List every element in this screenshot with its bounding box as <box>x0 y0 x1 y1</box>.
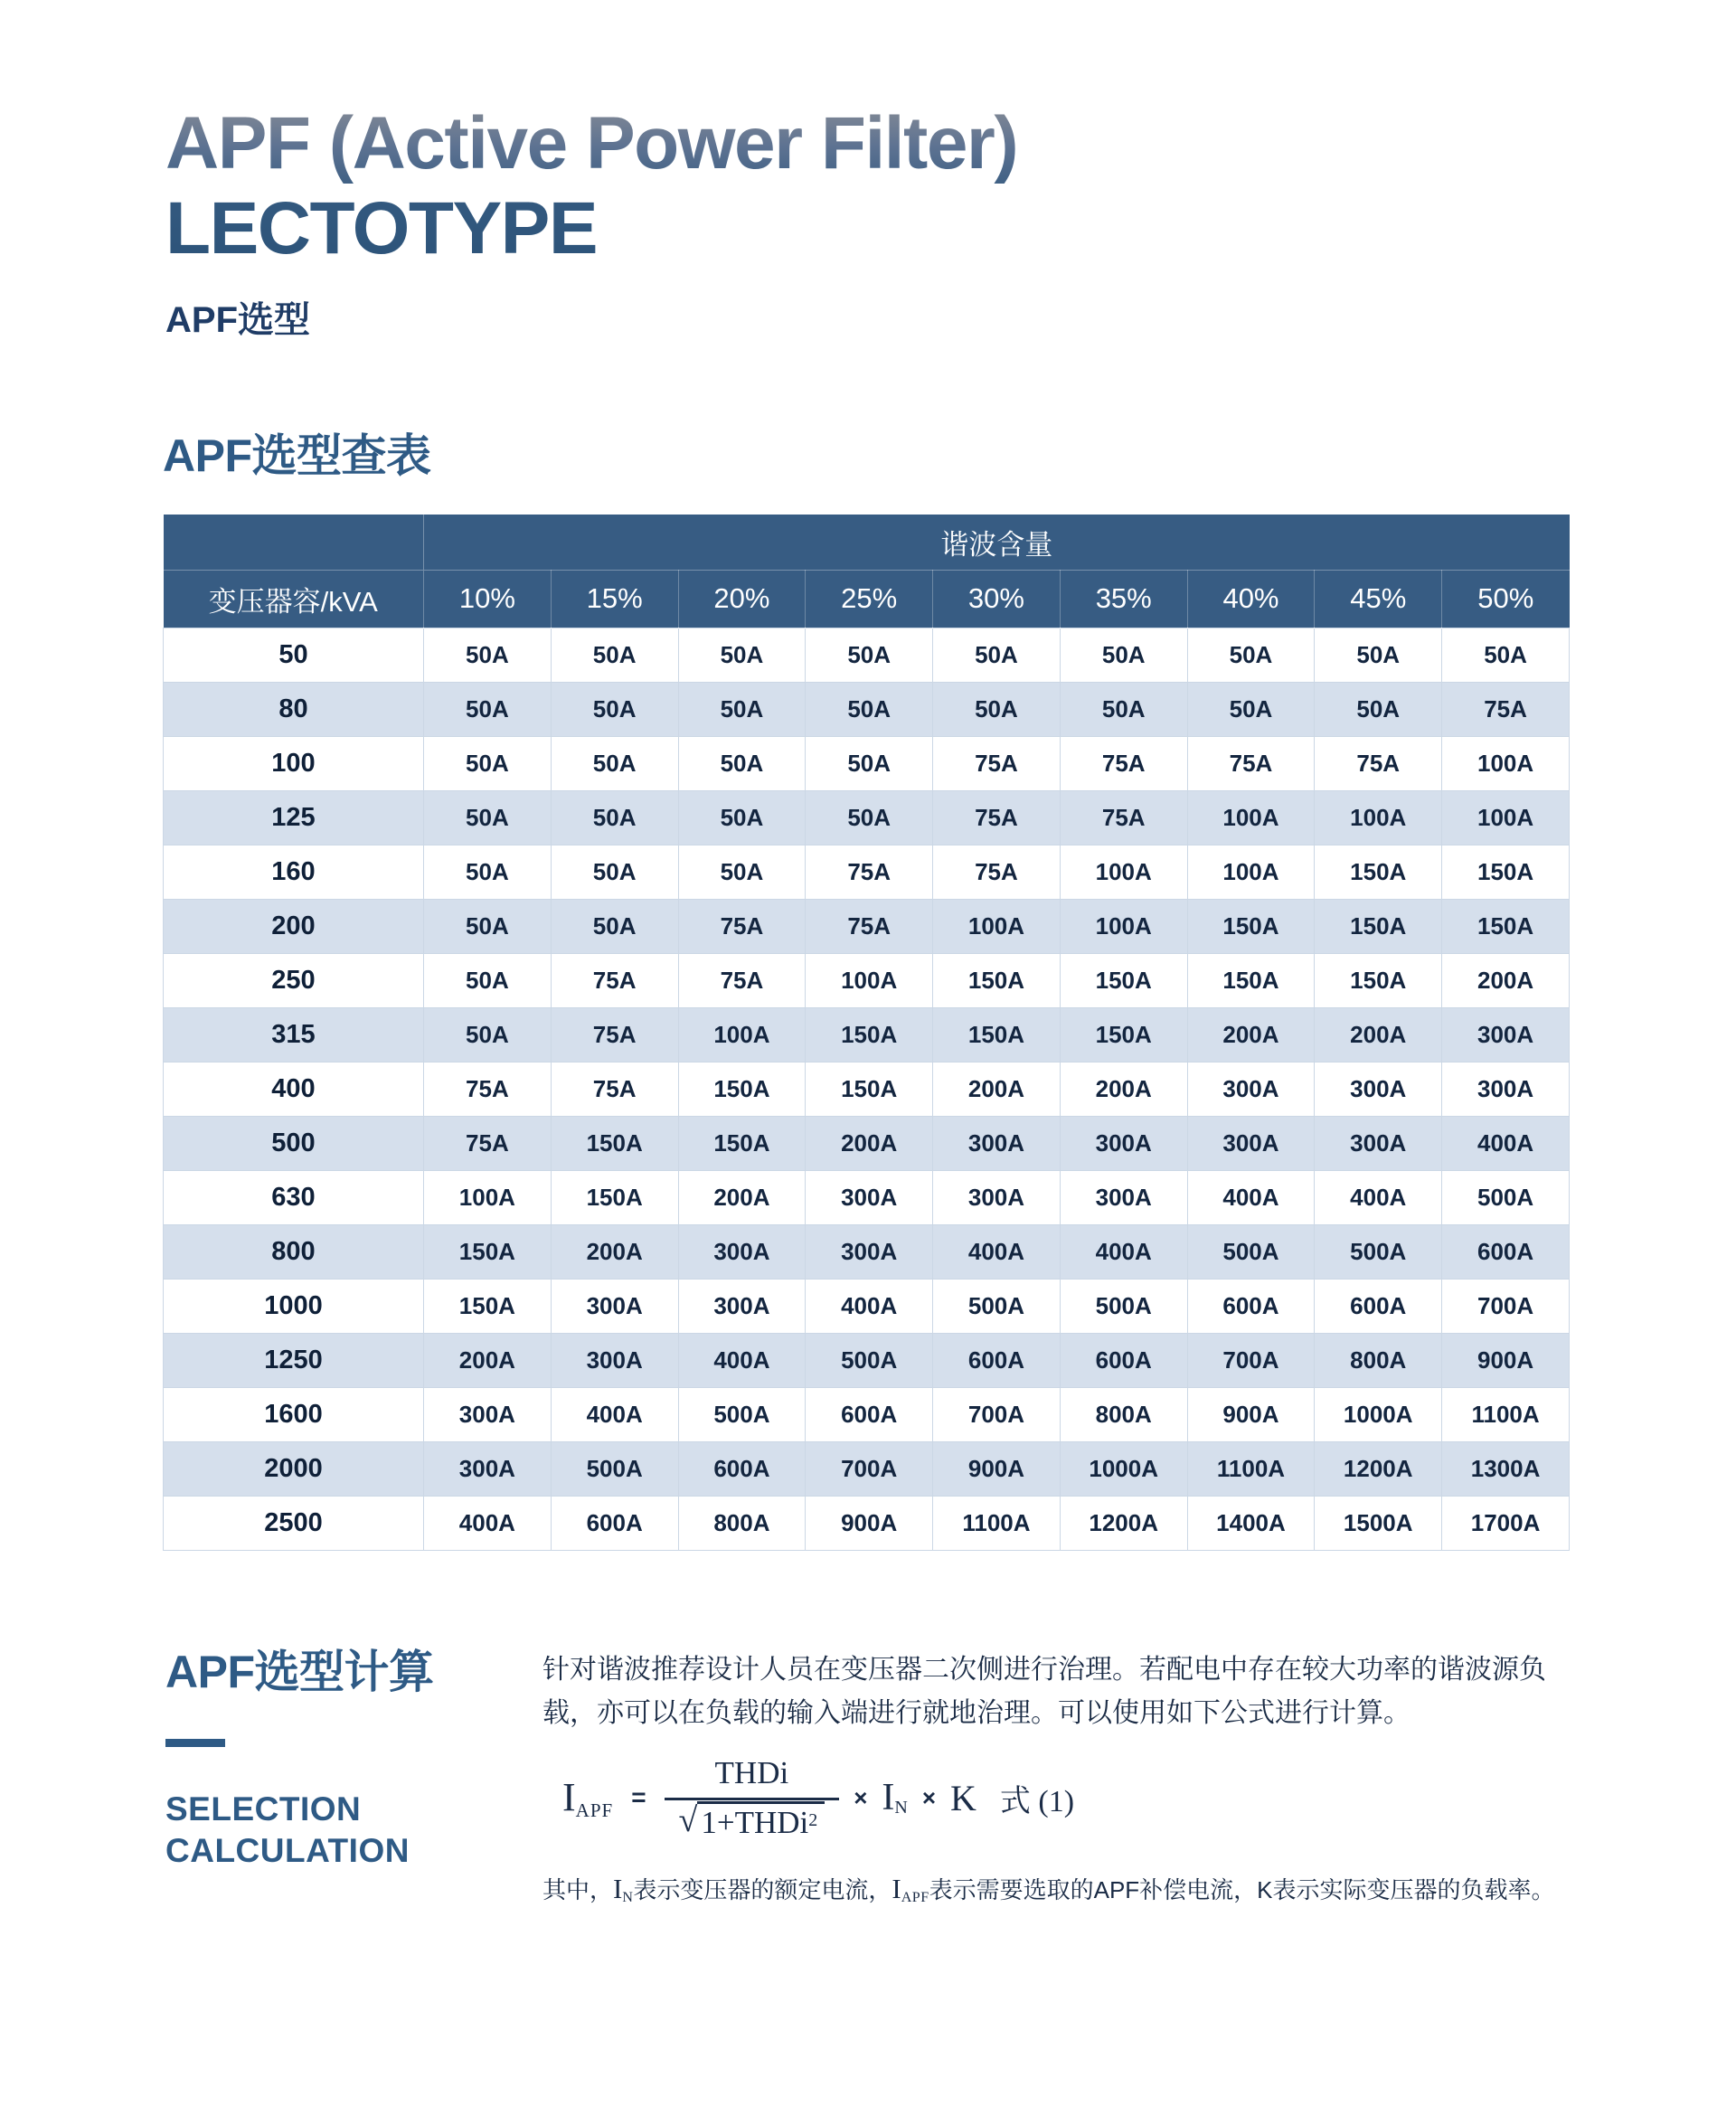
col-header-30%: 30% <box>933 570 1061 628</box>
value-cell: 300A <box>424 1387 552 1441</box>
value-cell: 75A <box>551 953 678 1007</box>
capacity-cell: 200 <box>164 899 424 953</box>
table-row <box>164 1116 1570 1170</box>
value-cell: 1100A <box>933 1496 1061 1550</box>
value-cell: 400A <box>1060 1224 1187 1279</box>
value-cell: 300A <box>424 1441 552 1496</box>
value-cell: 50A <box>806 682 933 736</box>
value-cell: 100A <box>424 1170 552 1224</box>
value-cell: 75A <box>933 845 1061 899</box>
value-cell: 700A <box>1187 1333 1315 1387</box>
value-cell: 1200A <box>1315 1441 1442 1496</box>
value-cell: 150A <box>678 1116 806 1170</box>
col-header-50%: 50% <box>1442 570 1570 628</box>
value-cell: 1000A <box>1315 1387 1442 1441</box>
col-header-20%: 20% <box>678 570 806 628</box>
capacity-cell: 500 <box>164 1116 424 1170</box>
value-cell: 300A <box>1060 1170 1187 1224</box>
column-header-row <box>164 570 1570 628</box>
value-cell: 75A <box>678 953 806 1007</box>
capacity-cell: 1250 <box>164 1333 424 1387</box>
value-cell: 75A <box>424 1062 552 1116</box>
value-cell: 150A <box>1060 1007 1187 1062</box>
value-cell: 50A <box>551 845 678 899</box>
value-cell: 150A <box>1060 953 1187 1007</box>
value-cell: 50A <box>424 1007 552 1062</box>
value-cell: 100A <box>1442 790 1570 845</box>
value-cell: 900A <box>1442 1333 1570 1387</box>
value-cell: 600A <box>933 1333 1061 1387</box>
value-cell: 500A <box>1060 1279 1187 1333</box>
value-cell: 50A <box>1442 628 1570 682</box>
page-title-line2: LECTOTYPE <box>165 187 598 269</box>
table-row <box>164 682 1570 736</box>
value-cell: 150A <box>1315 953 1442 1007</box>
capacity-cell: 630 <box>164 1170 424 1224</box>
capacity-cell: 2000 <box>164 1441 424 1496</box>
value-cell: 50A <box>678 628 806 682</box>
formula-lhs-subscript: APF <box>575 1799 614 1821</box>
value-cell: 150A <box>424 1224 552 1279</box>
fraction-denominator <box>678 1801 825 1841</box>
value-cell: 100A <box>933 899 1061 953</box>
value-cell: 75A <box>551 1062 678 1116</box>
table-row <box>164 1441 1570 1496</box>
table-header <box>164 515 1570 628</box>
value-cell: 200A <box>1060 1062 1187 1116</box>
value-cell: 50A <box>933 682 1061 736</box>
value-cell: 400A <box>933 1224 1061 1279</box>
capacity-cell: 315 <box>164 1007 424 1062</box>
calc-section-heading: APF选型计算 <box>165 1646 434 1697</box>
col-header-40%: 40% <box>1187 570 1315 628</box>
table-row <box>164 1007 1570 1062</box>
value-cell: 150A <box>933 1007 1061 1062</box>
value-cell: 100A <box>1187 790 1315 845</box>
value-cell: 150A <box>1187 953 1315 1007</box>
radical-sign: √ <box>678 1800 698 1839</box>
calc-en-line2: CALCULATION <box>165 1831 410 1869</box>
value-cell: 1400A <box>1187 1496 1315 1550</box>
value-cell: 300A <box>1442 1007 1570 1062</box>
value-cell: 50A <box>678 682 806 736</box>
value-cell: 900A <box>933 1441 1061 1496</box>
table-row <box>164 1333 1570 1387</box>
value-cell: 700A <box>933 1387 1061 1441</box>
formula-fraction <box>665 1755 840 1841</box>
table-body <box>164 628 1570 1550</box>
group-header-row <box>164 515 1570 570</box>
apf-selection-table <box>163 515 1570 1551</box>
value-cell: 50A <box>424 790 552 845</box>
value-cell: 50A <box>551 736 678 790</box>
value-cell: 50A <box>551 790 678 845</box>
value-cell: 500A <box>806 1333 933 1387</box>
value-cell: 50A <box>806 790 933 845</box>
value-cell: 1100A <box>1187 1441 1315 1496</box>
formula-note: 其中，$I_N$表示变压器的额定电流，$I_{APF}$表示需要选取的APF补偿电流，K表示实际变压器的负载率。 <box>542 1872 1555 1905</box>
value-cell: 600A <box>678 1441 806 1496</box>
value-cell: 50A <box>1187 628 1315 682</box>
capacity-cell: 125 <box>164 790 424 845</box>
value-cell: 1500A <box>1315 1496 1442 1550</box>
value-cell: 75A <box>806 899 933 953</box>
equation-label: 式 (1) <box>999 1784 1075 1818</box>
value-cell: 400A <box>551 1387 678 1441</box>
value-cell: 300A <box>806 1170 933 1224</box>
value-cell: 300A <box>1442 1062 1570 1116</box>
divider-dash <box>165 1739 225 1747</box>
value-cell: 100A <box>1187 845 1315 899</box>
table-row <box>164 790 1570 845</box>
col-header-45%: 45% <box>1315 570 1442 628</box>
value-cell: 50A <box>424 682 552 736</box>
value-cell: 100A <box>1060 899 1187 953</box>
calc-section-heading-en <box>165 1789 542 1872</box>
value-cell: 600A <box>551 1496 678 1550</box>
value-cell: 500A <box>678 1387 806 1441</box>
capacity-cell: 1000 <box>164 1279 424 1333</box>
value-cell: 400A <box>678 1333 806 1387</box>
formula-in-subscript: N <box>894 1798 908 1818</box>
value-cell: 150A <box>1442 899 1570 953</box>
value-cell: 500A <box>933 1279 1061 1333</box>
value-cell: 50A <box>424 899 552 953</box>
value-cell: 50A <box>933 628 1061 682</box>
value-cell: 1300A <box>1442 1441 1570 1496</box>
value-cell: 1700A <box>1442 1496 1570 1550</box>
value-cell: 500A <box>1315 1224 1442 1279</box>
value-cell: 1200A <box>1060 1496 1187 1550</box>
table-row <box>164 899 1570 953</box>
capacity-cell: 2500 <box>164 1496 424 1550</box>
value-cell: 400A <box>1187 1170 1315 1224</box>
value-cell: 100A <box>1060 845 1187 899</box>
value-cell: 75A <box>551 1007 678 1062</box>
value-cell: 600A <box>1187 1279 1315 1333</box>
value-cell: 150A <box>551 1170 678 1224</box>
value-cell: 75A <box>1060 790 1187 845</box>
capacity-cell: 400 <box>164 1062 424 1116</box>
value-cell: 50A <box>551 628 678 682</box>
value-cell: 75A <box>1315 736 1442 790</box>
value-cell: 700A <box>1442 1279 1570 1333</box>
value-cell: 300A <box>1315 1062 1442 1116</box>
value-cell: 300A <box>933 1170 1061 1224</box>
value-cell: 400A <box>1442 1116 1570 1170</box>
table-row <box>164 953 1570 1007</box>
value-cell: 600A <box>1060 1333 1187 1387</box>
transformer-capacity-header: 变压器容/kVA <box>164 570 424 628</box>
value-cell: 600A <box>1315 1279 1442 1333</box>
value-cell: 50A <box>1315 682 1442 736</box>
lookup-table-section <box>163 430 1736 1551</box>
lookup-section-heading: APF选型查表 <box>163 430 431 481</box>
value-cell: 150A <box>806 1007 933 1062</box>
calculation-content <box>542 1647 1584 1930</box>
value-cell: 300A <box>1060 1116 1187 1170</box>
value-cell: 800A <box>1315 1333 1442 1387</box>
value-cell: 50A <box>424 953 552 1007</box>
value-cell: 50A <box>1060 628 1187 682</box>
value-cell: 50A <box>551 682 678 736</box>
table-row <box>164 1279 1570 1333</box>
value-cell: 100A <box>1315 790 1442 845</box>
value-cell: 150A <box>1315 845 1442 899</box>
equals-sign: = <box>631 1783 646 1812</box>
apf-formula <box>562 1755 1584 1841</box>
page-subtitle: APF选型 <box>165 300 310 340</box>
calculation-section-titles <box>165 1647 542 1930</box>
value-cell: 75A <box>806 845 933 899</box>
value-cell: 500A <box>551 1441 678 1496</box>
value-cell: 300A <box>678 1279 806 1333</box>
calc-paragraph: 针对谐波推荐设计人员在变压器二次侧进行治理。若配电中存在较大功率的谐波源负载，亦可以在负载的输入端进行就地治理。可以使用如下公式进行计算。 <box>542 1654 1546 1728</box>
value-cell: 300A <box>551 1279 678 1333</box>
value-cell: 100A <box>678 1007 806 1062</box>
value-cell: 50A <box>1187 682 1315 736</box>
document-header <box>0 0 1736 343</box>
value-cell: 200A <box>424 1333 552 1387</box>
value-cell: 200A <box>551 1224 678 1279</box>
value-cell: 50A <box>678 736 806 790</box>
value-cell: 300A <box>806 1224 933 1279</box>
capacity-cell: 1600 <box>164 1387 424 1441</box>
harmonic-content-group-header: 谐波含量 <box>424 515 1570 570</box>
value-cell: 150A <box>551 1116 678 1170</box>
value-cell: 400A <box>1315 1170 1442 1224</box>
value-cell: 600A <box>1442 1224 1570 1279</box>
value-cell: 50A <box>678 845 806 899</box>
multiply-sign: × <box>921 1783 937 1811</box>
page-title <box>165 101 1736 271</box>
multiply-sign: × <box>854 1783 868 1811</box>
value-cell: 50A <box>424 628 552 682</box>
col-header-35%: 35% <box>1060 570 1187 628</box>
value-cell: 150A <box>1442 845 1570 899</box>
value-cell: 800A <box>1060 1387 1187 1441</box>
value-cell: 900A <box>1187 1387 1315 1441</box>
value-cell: 50A <box>806 628 933 682</box>
radicand: 1+THDi$^2$ <box>697 1801 825 1841</box>
capacity-cell: 250 <box>164 953 424 1007</box>
value-cell: 75A <box>424 1116 552 1170</box>
table-row <box>164 1224 1570 1279</box>
capacity-cell: 80 <box>164 682 424 736</box>
value-cell: 50A <box>806 736 933 790</box>
value-cell: 300A <box>1187 1116 1315 1170</box>
value-cell: 75A <box>1187 736 1315 790</box>
radicand-exponent: 2 <box>808 1809 818 1830</box>
value-cell: 300A <box>1315 1116 1442 1170</box>
value-cell: 800A <box>678 1496 806 1550</box>
value-cell: 200A <box>1315 1007 1442 1062</box>
value-cell: 150A <box>806 1062 933 1116</box>
value-cell: 150A <box>933 953 1061 1007</box>
page-title-line1: APF (Active Power Filter) <box>165 102 1018 184</box>
capacity-cell: 100 <box>164 736 424 790</box>
value-cell: 150A <box>1315 899 1442 953</box>
value-cell: 500A <box>1442 1170 1570 1224</box>
value-cell: 900A <box>806 1496 933 1550</box>
value-cell: 75A <box>1060 736 1187 790</box>
col-header-15%: 15% <box>551 570 678 628</box>
capacity-cell: 160 <box>164 845 424 899</box>
value-cell: 150A <box>1187 899 1315 953</box>
value-cell: 300A <box>551 1333 678 1387</box>
calculation-section <box>165 1647 1736 1930</box>
value-cell: 200A <box>678 1170 806 1224</box>
calc-en-line1: SELECTION <box>165 1790 362 1827</box>
value-cell: 700A <box>806 1441 933 1496</box>
table-row <box>164 736 1570 790</box>
value-cell: 50A <box>551 899 678 953</box>
value-cell: 75A <box>933 736 1061 790</box>
value-cell: 400A <box>806 1279 933 1333</box>
value-cell: 50A <box>1315 628 1442 682</box>
value-cell: 50A <box>424 736 552 790</box>
value-cell: 75A <box>1442 682 1570 736</box>
note-in-symbol: $I_N$ <box>613 1872 634 1905</box>
corner-header-cell <box>164 515 424 570</box>
capacity-cell: 50 <box>164 628 424 682</box>
table-row <box>164 845 1570 899</box>
value-cell: 100A <box>1442 736 1570 790</box>
col-header-25%: 25% <box>806 570 933 628</box>
value-cell: 75A <box>933 790 1061 845</box>
value-cell: 1000A <box>1060 1441 1187 1496</box>
value-cell: 1100A <box>1442 1387 1570 1441</box>
formula-in-term: $I_N$ <box>882 1777 908 1819</box>
value-cell: 75A <box>678 899 806 953</box>
formula-k-term: K <box>950 1777 976 1818</box>
table-row <box>164 1062 1570 1116</box>
table-row <box>164 1387 1570 1441</box>
value-cell: 50A <box>1060 682 1187 736</box>
value-cell: 600A <box>806 1387 933 1441</box>
value-cell: 300A <box>933 1116 1061 1170</box>
value-cell: 200A <box>933 1062 1061 1116</box>
note-iapf-symbol: $I_{APF}$ <box>892 1872 929 1905</box>
formula-lhs: $I_{APF}$ <box>562 1774 614 1821</box>
value-cell: 300A <box>678 1224 806 1279</box>
value-cell: 200A <box>806 1116 933 1170</box>
value-cell: 200A <box>1187 1007 1315 1062</box>
value-cell: 150A <box>678 1062 806 1116</box>
value-cell: 150A <box>424 1279 552 1333</box>
value-cell: 50A <box>424 845 552 899</box>
fraction-numerator: THDi <box>665 1755 840 1800</box>
table-row <box>164 1496 1570 1550</box>
value-cell: 500A <box>1187 1224 1315 1279</box>
capacity-cell: 800 <box>164 1224 424 1279</box>
value-cell: 100A <box>806 953 933 1007</box>
col-header-10%: 10% <box>424 570 552 628</box>
value-cell: 200A <box>1442 953 1570 1007</box>
value-cell: 300A <box>1187 1062 1315 1116</box>
value-cell: 400A <box>424 1496 552 1550</box>
table-row <box>164 628 1570 682</box>
value-cell: 50A <box>678 790 806 845</box>
table-row <box>164 1170 1570 1224</box>
